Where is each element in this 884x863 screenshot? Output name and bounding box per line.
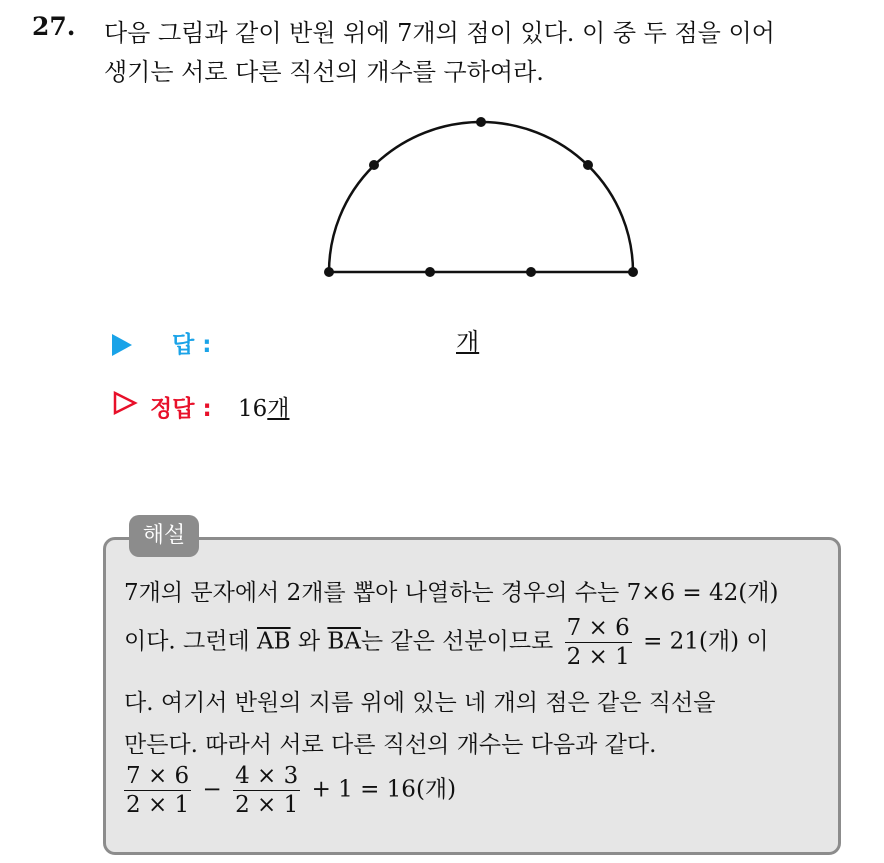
fraction-numerator: 4 × 3	[235, 763, 299, 789]
point	[369, 160, 379, 170]
answer-blank-unit[interactable]: 개	[456, 328, 480, 356]
text: + 1 = 16(개)	[311, 776, 457, 803]
explanation-line-3: 다. 여기서 반원의 지름 위에 있는 네 개의 점은 같은 직선을	[124, 690, 716, 716]
segment-ab: $\overline{AB}$	[257, 628, 291, 655]
segment-ba: $\overline{BA}$	[327, 628, 361, 655]
fraction-1	[565, 614, 632, 671]
answer-marker-icon	[112, 334, 132, 356]
correct-number: 16	[238, 396, 268, 422]
fraction-2	[124, 762, 191, 819]
explanation-line-5	[124, 762, 456, 819]
answer-label: 답 :	[172, 332, 212, 358]
explanation-line-2	[124, 614, 769, 671]
fraction-3	[233, 762, 300, 819]
problem-line-1: 다음 그림과 같이 반원 위에 7개의 점이 있다. 이 중 두 점을 이어	[104, 19, 775, 47]
problem-number: 27.	[32, 12, 76, 41]
fraction-numerator: 7 × 6	[126, 763, 190, 789]
explanation-line-4: 만든다. 따라서 서로 다른 직선의 개수는 다음과 같다.	[124, 732, 657, 758]
problem-line-2: 생기는 서로 다른 직선의 개수를 구하여라.	[104, 58, 544, 86]
correct-marker-icon	[112, 390, 138, 416]
correct-unit: 개	[267, 396, 290, 422]
correct-answer-label: 정답 :	[150, 396, 212, 422]
text: 는 같은 선분이므로	[360, 628, 554, 655]
point	[583, 160, 593, 170]
fraction-denominator: 2 × 1	[126, 792, 190, 818]
semicircle-arc	[329, 122, 633, 272]
text: = 21(개) 이	[643, 628, 769, 655]
explanation-tag: 해설	[129, 515, 199, 557]
text: 와	[297, 628, 321, 655]
point	[526, 267, 536, 277]
text: 이다. 그런데	[124, 628, 250, 655]
fraction-denominator: 2 × 1	[235, 792, 299, 818]
semicircle-figure	[310, 100, 650, 290]
point	[628, 267, 638, 277]
point	[324, 267, 334, 277]
minus-sign: −	[202, 776, 222, 803]
problem-text	[104, 14, 874, 92]
point	[476, 117, 486, 127]
correct-answer-value	[238, 390, 290, 423]
explanation-line-1: 7개의 문자에서 2개를 뽑아 나열하는 경우의 수는 7×6 = 42(개)	[124, 580, 779, 606]
fraction-numerator: 7 × 6	[566, 615, 630, 641]
fraction-denominator: 2 × 1	[566, 644, 630, 670]
point	[425, 267, 435, 277]
